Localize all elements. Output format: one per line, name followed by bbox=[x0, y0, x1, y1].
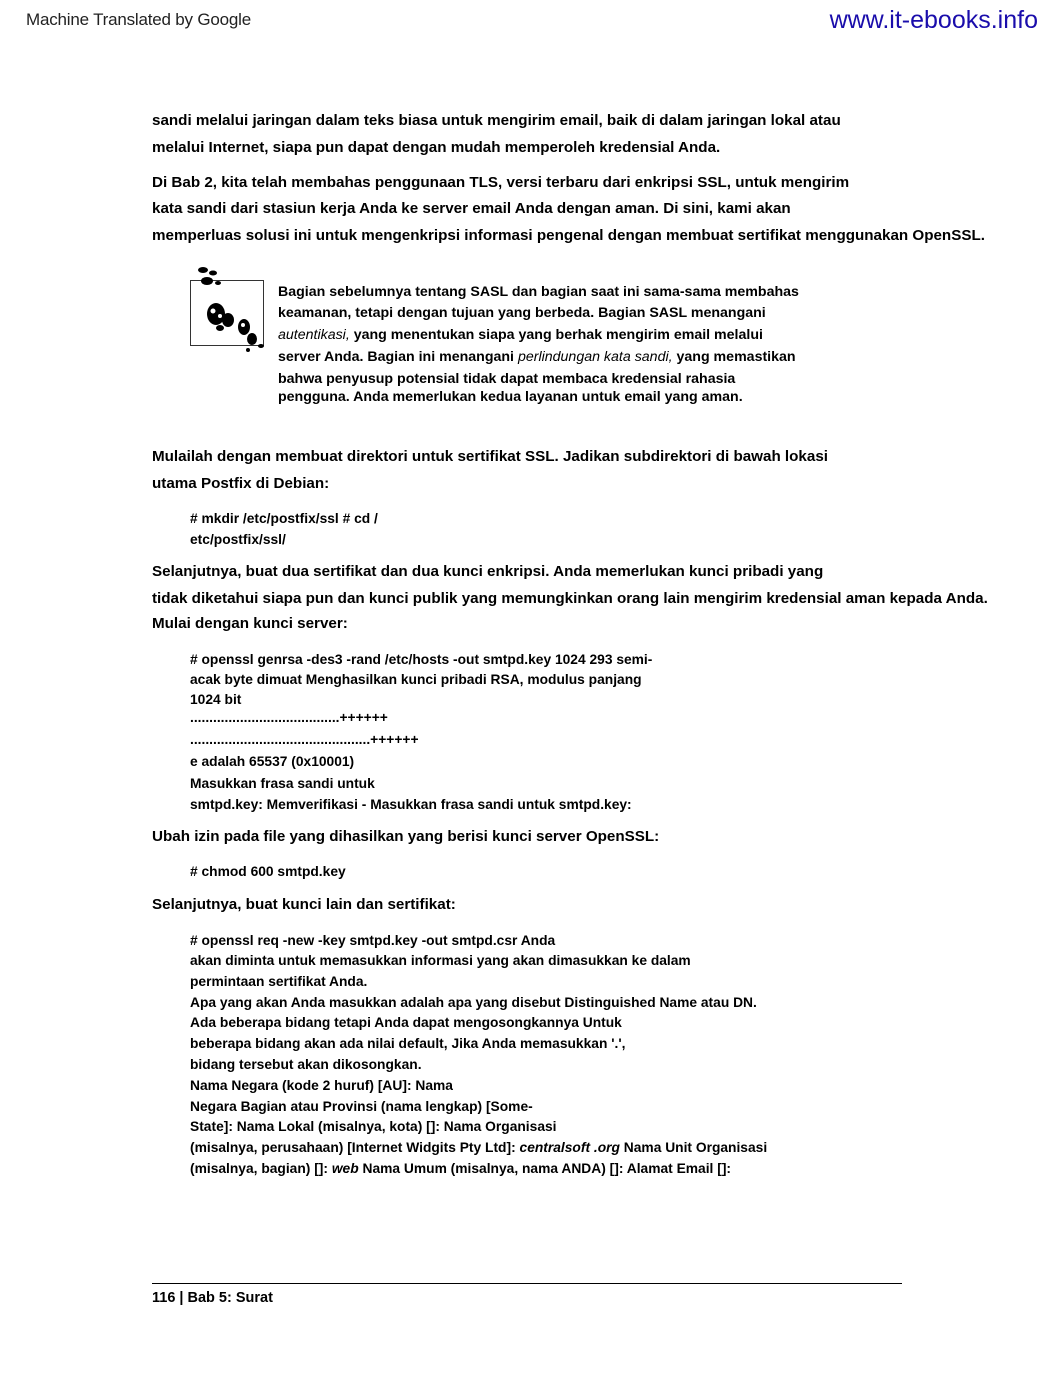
note-emphasis: perlindungan kata sandi, bbox=[517, 349, 673, 365]
code-line: # mkdir /etc/postfix/ssl # cd / bbox=[190, 511, 378, 526]
code-line: acak byte dimuat Menghasilkan kunci pribadi RSA, modulus panjang bbox=[190, 672, 642, 687]
code-line: .......................................++++++ bbox=[190, 710, 388, 725]
code-line: Masukkan frasa sandi untuk bbox=[190, 776, 375, 791]
code-line: State]: Nama Lokal (misalnya, kota) []: Nama Organisasi bbox=[190, 1119, 557, 1134]
code-text: Nama Umum (misalnya, nama ANDA) []: Alamat Email []: bbox=[358, 1161, 732, 1176]
translation-notice: Machine Translated by Google bbox=[26, 10, 251, 29]
code-line: e adalah 65537 (0x10001) bbox=[190, 754, 355, 769]
body-text-line: kata sandi dari stasiun kerja Anda ke server email Anda dengan aman. Di sini, kami akan bbox=[152, 200, 791, 217]
code-line: Ada beberapa bidang tetapi Anda dapat mengosongkannya Untuk bbox=[190, 1015, 622, 1030]
code-line: Negara Bagian atau Provinsi (nama lengkap) [Some- bbox=[190, 1099, 533, 1114]
code-line: ...............................................++++++ bbox=[190, 732, 419, 747]
code-line bbox=[190, 1140, 767, 1155]
body-text-line: Mulai dengan kunci server: bbox=[152, 615, 348, 632]
code-text: Nama Unit Organisasi bbox=[619, 1140, 768, 1155]
code-line: permintaan sertifikat Anda. bbox=[190, 974, 368, 989]
code-text: (misalnya, bagian) []: bbox=[190, 1161, 332, 1176]
footer-divider bbox=[152, 1283, 902, 1284]
code-line: # chmod 600 smtpd.key bbox=[190, 864, 346, 879]
body-text-line: sandi melalui jaringan dalam teks biasa untuk mengirim email, baik di dalam jaringan lokal atau bbox=[152, 112, 841, 129]
body-text-line: Selanjutnya, buat kunci lain dan sertifikat: bbox=[152, 896, 456, 913]
body-text-line: utama Postfix di Debian: bbox=[152, 475, 330, 492]
code-line: Nama Negara (kode 2 huruf) [AU]: Nama bbox=[190, 1078, 453, 1093]
body-text-line: Ubah izin pada file yang dihasilkan yang berisi kunci server OpenSSL: bbox=[152, 828, 660, 845]
body-text-line: memperluas solusi ini untuk mengenkripsi informasi pengenal dengan membuat sertifikat menggunakan OpenSSL. bbox=[152, 227, 985, 244]
body-text-line: Selanjutnya, buat dua sertifikat dan dua kunci enkripsi. Anda memerlukan kunci pribadi yang bbox=[152, 563, 824, 580]
note-text-line: pengguna. Anda memerlukan kedua layanan untuk email yang aman. bbox=[278, 389, 743, 405]
code-line: 1024 bit bbox=[190, 692, 242, 707]
code-input-value: web bbox=[331, 1161, 359, 1176]
code-text: (misalnya, perusahaan) [Internet Widgits Pty Ltd]: bbox=[190, 1140, 520, 1155]
note-emphasis: autentikasi, bbox=[278, 327, 350, 343]
code-line: etc/postfix/ssl/ bbox=[190, 532, 286, 547]
note-text: yang menentukan siapa yang berhak mengirim email melalui bbox=[349, 327, 763, 343]
code-line bbox=[190, 1161, 731, 1176]
note-text-line: Bagian sebelumnya tentang SASL dan bagian saat ini sama-sama membahas bbox=[278, 284, 799, 300]
code-line: beberapa bidang akan ada nilai default, Jika Anda memasukkan '.', bbox=[190, 1036, 626, 1051]
owl-icon bbox=[183, 264, 273, 359]
code-line: # openssl req -new -key smtpd.key -out smtpd.csr Anda bbox=[190, 933, 556, 948]
body-text-line: tidak diketahui siapa pun dan kunci publik yang memungkinkan orang lain mengirim kredensial aman kepada Anda. bbox=[152, 590, 988, 607]
note-text-line: bahwa penyusup potensial tidak dapat membaca kredensial rahasia bbox=[278, 371, 736, 387]
code-line: bidang tersebut akan dikosongkan. bbox=[190, 1057, 422, 1072]
code-line: smtpd.key: Memverifikasi - Masukkan frasa sandi untuk smtpd.key: bbox=[190, 797, 632, 812]
site-link[interactable]: www.it-ebooks.info bbox=[829, 6, 1038, 34]
note-text: yang memastikan bbox=[672, 349, 796, 365]
body-text-line: Mulailah dengan membuat direktori untuk sertifikat SSL. Jadikan subdirektori di bawah lokasi bbox=[152, 448, 828, 465]
note-text-line bbox=[278, 327, 763, 343]
page-footer: 116 | Bab 5: Surat bbox=[152, 1290, 273, 1306]
code-input-value: centralsoft .org bbox=[519, 1140, 620, 1155]
note-text: server Anda. Bagian ini menangani bbox=[278, 349, 518, 365]
note-text-line: keamanan, tetapi dengan tujuan yang berbeda. Bagian SASL menangani bbox=[278, 305, 766, 321]
code-line: # openssl genrsa -des3 -rand /etc/hosts -out smtpd.key 1024 293 semi- bbox=[190, 652, 653, 667]
code-line: Apa yang akan Anda masukkan adalah apa yang disebut Distinguished Name atau DN. bbox=[190, 995, 757, 1010]
body-text-line: Di Bab 2, kita telah membahas penggunaan TLS, versi terbaru dari enkripsi SSL, untuk mengirim bbox=[152, 174, 850, 191]
body-text-line: melalui Internet, siapa pun dapat dengan mudah memperoleh kredensial Anda. bbox=[152, 139, 721, 156]
code-line: akan diminta untuk memasukkan informasi yang akan dimasukkan ke dalam bbox=[190, 953, 691, 968]
translation-header bbox=[0, 0, 1052, 44]
note-text-line bbox=[278, 349, 796, 365]
